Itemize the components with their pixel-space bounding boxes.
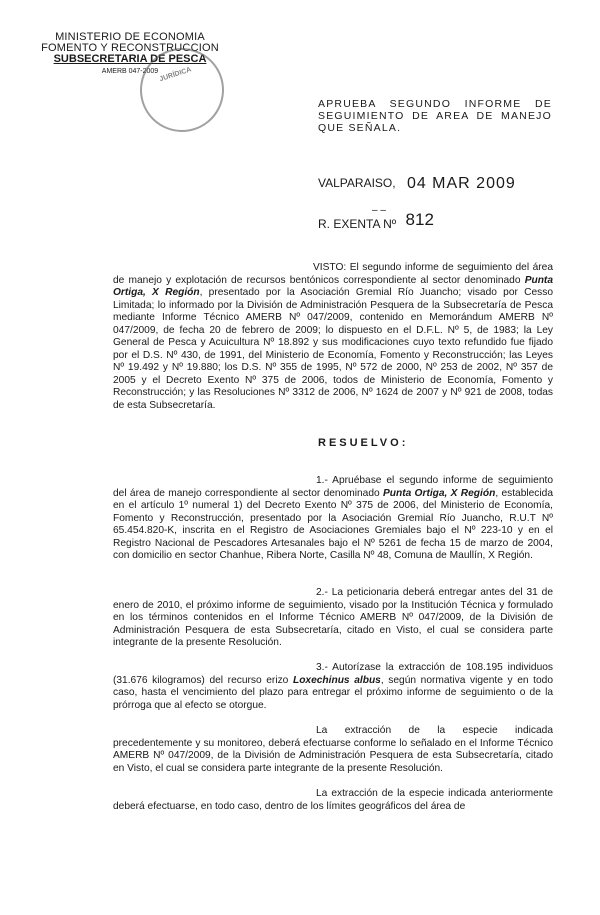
item-3-species: Loxechinus albus: [292, 674, 381, 686]
stamp-text: JURÍDICA: [158, 66, 193, 84]
item-3-paragraph: 3.- Autorízase la extracción de 108.195 individuos (31.676 kilogramos) del recurso erizo Loxechinus albus, según normativa vigente y en todo caso, hasta el vencimiento del plazo para entregar el próximo informe de seguimiento o de la prórroga que al efecto se otorgue.: [113, 662, 554, 711]
date-stamp: 04 MAR 2009: [406, 175, 516, 192]
extraction-paragraph: La extracción de la especie indicada precedentemente y su monitoreo, deberá efectuarse conforme lo señalado en el Informe Técnico AMERB Nº 047/2009, de la División de Administración Pesquera de esta Subsecretaría, citado en Visto, el cual se considera parte integrante de la presente Resolución.: [113, 725, 553, 774]
place-city: VALPARAISO,: [318, 176, 396, 190]
item-1-place-name: Punta Ortiga, X Región: [382, 487, 496, 499]
extraction-limits-paragraph: La extracción de la especie indicada anteriormente deberá efectuarse, en todo caso, dentro de los límites geográficos del área de: [113, 788, 553, 812]
item-2-number: 2.-: [316, 587, 328, 598]
place-date-line: [318, 174, 516, 192]
resuelvo-heading: RESUELVO:: [318, 437, 409, 449]
letterhead-ministry-line2: FOMENTO Y RECONSTRUCCION: [41, 42, 219, 54]
letterhead-reference: AMERB 047-2009: [101, 68, 159, 75]
item-2-paragraph: 2.- La peticionaria deberá entregar antes del 31 de enero de 2010, el próximo informe de seguimiento, visado por la Institución Técnica y formulado en los términos contenidos en el Informe Técnico AMERB Nº 047/2009, de la División de Administración Pesquera de esta Subsecretaría, citado en Visto, el cual se considera parte integrante de la presente Resolución.: [113, 587, 553, 648]
visto-label: VISTO:: [313, 262, 347, 273]
resolution-number: 812: [405, 210, 434, 229]
letterhead-ministry: MINISTERIO DE ECONOMIA: [55, 31, 205, 43]
item-1-number: 1.-: [316, 475, 328, 486]
resolution-line: [318, 210, 434, 233]
document-title: APRUEBA SEGUNDO INFORME DE SEGUIMIENTO DE AREA DE MANEJO QUE SEÑALA.: [318, 98, 552, 134]
resolution-label: R. EXENTA Nº: [318, 217, 397, 231]
item-1-paragraph: 1.- Apruébase el segundo informe de seguimiento del área de manejo correspondiente al sector denominado Punta Ortiga, X Región, establecida en el artículo 1º numeral 1) del Decreto Exento Nº 375 de 2006, del Ministerio de Economía, Fomento y Reconstrucción, presentado por la Asociación Gremial Río Juancho, R.U.T Nº 65.454.820-K, inscrita en el Registro de Asociaciones Gremiales bajo el Nº 223-10 y en el Registro Nacional de Pescadores Artesanales bajo el Nº 5261 de fecha 15 de marzo de 2004, con domicilio en sector Chanhue, Ribera Norte, Casilla Nº 48, Comuna de Maullín, X Región.: [113, 475, 553, 561]
item-3-number: 3.-: [316, 662, 328, 673]
visto-place-name: Punta Ortiga, X Región: [113, 274, 553, 298]
visto-paragraph: VISTO: El segundo informe de seguimiento del área de manejo y explotación de recursos bentónicos correspondiente al sector denominado Punta Ortiga, X Región, presentado por la Asociación Gremial Río Juancho; visado por Cesso Limitada; lo informado por la División de Administración Pesquera de la Subsecretaría de Pesca mediante Informe Técnico AMERB Nº 047/2009, contenido en Memorándum AMERB Nº 047/2009, de fecha 20 de febrero de 2009; lo dispuesto en el D.F.L. Nº 5, de 1983; la Ley General de Pesca y Acuicultura Nº 18.892 y sus modificaciones cuyo texto refundido fue fijado por el D.S. Nº 430, de 1991, del Ministerio de Economía, Fomento y Reconstrucción; las Leyes Nº 19.492 y Nº 19.880; los D.S. Nº 355 de 1995, Nº 572 de 2000, Nº 253 de 2002, Nº 357 de 2005 y el Decreto Exento Nº 375 de 2006, todos de Ministerio de Economía, Fomento y Reconstrucción; y las Resoluciones Nº 3312 de 2006, Nº 1624 de 2007 y Nº 921 de 2008, todas de esta Subsecretaría.: [113, 262, 553, 411]
letterhead-subsecretaria: SUBSECRETARIA DE PESCA: [53, 53, 207, 65]
resolution-dash: – –: [372, 205, 386, 216]
